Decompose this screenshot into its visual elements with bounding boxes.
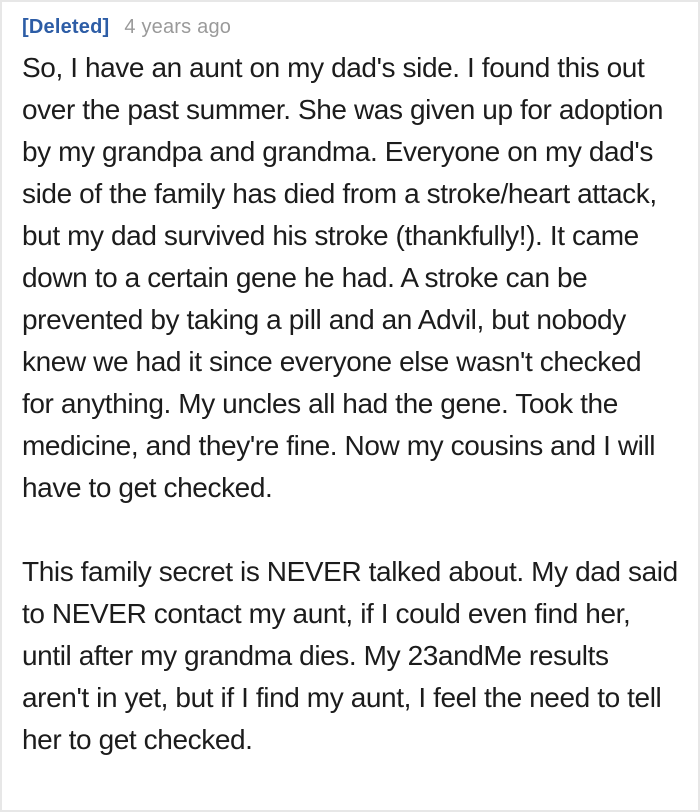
comment-timestamp: 4 years ago <box>124 16 232 38</box>
comment-author-link[interactable]: [Deleted] <box>22 16 110 38</box>
comment-paragraph-2: This family secret is NEVER talked about. My dad said to NEVER contact my aunt, if I could even find her, until after my grandma dies. My 23andMe results aren't in yet, but if I find my aunt, I feel the need to tell her to get checked. <box>22 556 678 755</box>
comment-body <box>22 47 678 761</box>
comment-paragraph-1: So, I have an aunt on my dad's side. I found this out over the past summer. She was given up for adoption by my grandpa and grandma. Everyone on my dad's side of the family has died from a stroke/heart attack, but my dad survived his stroke (thankfully!). It came down to a certain gene he had. A stroke can be prevented by taking a pill and an Advil, but nobody knew we had it since everyone else wasn't checked for anything. My uncles all had the gene. Took the medicine, and they're fine. Now my cousins and I will have to get checked. <box>22 52 664 503</box>
comment-header <box>22 16 678 39</box>
